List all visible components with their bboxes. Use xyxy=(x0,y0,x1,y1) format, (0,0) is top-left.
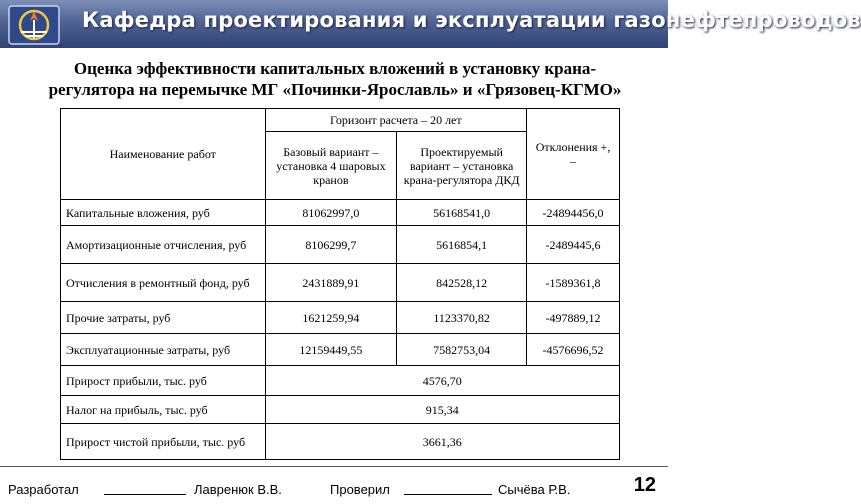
row-dev: -24894456,0 xyxy=(527,200,620,226)
developer-signature-line xyxy=(104,494,186,495)
summary-row xyxy=(61,366,620,396)
header-deviation: Отклонения +, – xyxy=(527,109,620,200)
developed-label: Разработал xyxy=(8,482,79,497)
row-name: Амортизационные отчисления, руб xyxy=(61,226,266,264)
table-header-row xyxy=(61,109,620,132)
table-row xyxy=(61,302,620,334)
row-project: 56168541,0 xyxy=(397,200,527,226)
table-row xyxy=(61,264,620,302)
department-logo xyxy=(3,2,65,48)
row-base: 1621259,94 xyxy=(265,302,397,334)
summary-value: 915,34 xyxy=(265,396,619,424)
footer-divider xyxy=(0,466,668,467)
table-row xyxy=(61,334,620,366)
row-dev: -1589361,8 xyxy=(527,264,620,302)
row-name: Эксплуатационные затраты, руб xyxy=(61,334,266,366)
row-name: Капитальные вложения, руб xyxy=(61,200,266,226)
developer-name: Лавренюк В.В. xyxy=(194,482,282,497)
row-name: Отчисления в ремонтный фонд, руб xyxy=(61,264,266,302)
summary-name: Прирост прибыли, тыс. руб xyxy=(61,366,266,396)
row-project: 1123370,82 xyxy=(397,302,527,334)
slide-title-line2: регулятора на перемычке МГ «Починки-Ярославль» и «Грязовец-КГМО» xyxy=(48,80,622,99)
row-name: Прочие затраты, руб xyxy=(61,302,266,334)
summary-value: 3661,36 xyxy=(265,424,619,460)
row-dev: -4576696,52 xyxy=(527,334,620,366)
row-dev: -497889,12 xyxy=(527,302,620,334)
slide-title xyxy=(10,58,660,100)
table-row xyxy=(61,200,620,226)
summary-value: 4576,70 xyxy=(265,366,619,396)
row-base: 81062997,0 xyxy=(265,200,397,226)
row-project: 842528,12 xyxy=(397,264,527,302)
page-number: 12 xyxy=(633,474,656,496)
row-dev: -2489445,6 xyxy=(527,226,620,264)
checker-signature-line xyxy=(404,494,492,495)
header-name-col: Наименование работ xyxy=(61,109,266,200)
summary-name: Налог на прибыль, тыс. руб xyxy=(61,396,266,424)
header-title: Кафедра проектирования и эксплуатации газонефтепроводов xyxy=(82,8,861,32)
header-base: Базовый вариант – установка 4 шаровых кранов xyxy=(265,132,397,200)
slide-title-line1: Оценка эффективности капитальных вложений в установку крана- xyxy=(73,59,597,78)
checker-name: Сычёва Р.В. xyxy=(498,482,571,497)
row-base: 8106299,7 xyxy=(265,226,397,264)
summary-row xyxy=(61,424,620,460)
summary-name: Прирост чистой прибыли, тыс. руб xyxy=(61,424,266,460)
efficiency-table xyxy=(60,108,620,460)
table-row xyxy=(61,226,620,264)
row-project: 5616854,1 xyxy=(397,226,527,264)
row-base: 2431889,91 xyxy=(265,264,397,302)
row-project: 7582753,04 xyxy=(397,334,527,366)
checked-label: Проверил xyxy=(330,482,390,497)
header-horizon: Горизонт расчета – 20 лет xyxy=(265,109,527,132)
header-project: Проектируемый вариант – установка крана-регулятора ДКД xyxy=(397,132,527,200)
summary-row xyxy=(61,396,620,424)
row-base: 12159449,55 xyxy=(265,334,397,366)
